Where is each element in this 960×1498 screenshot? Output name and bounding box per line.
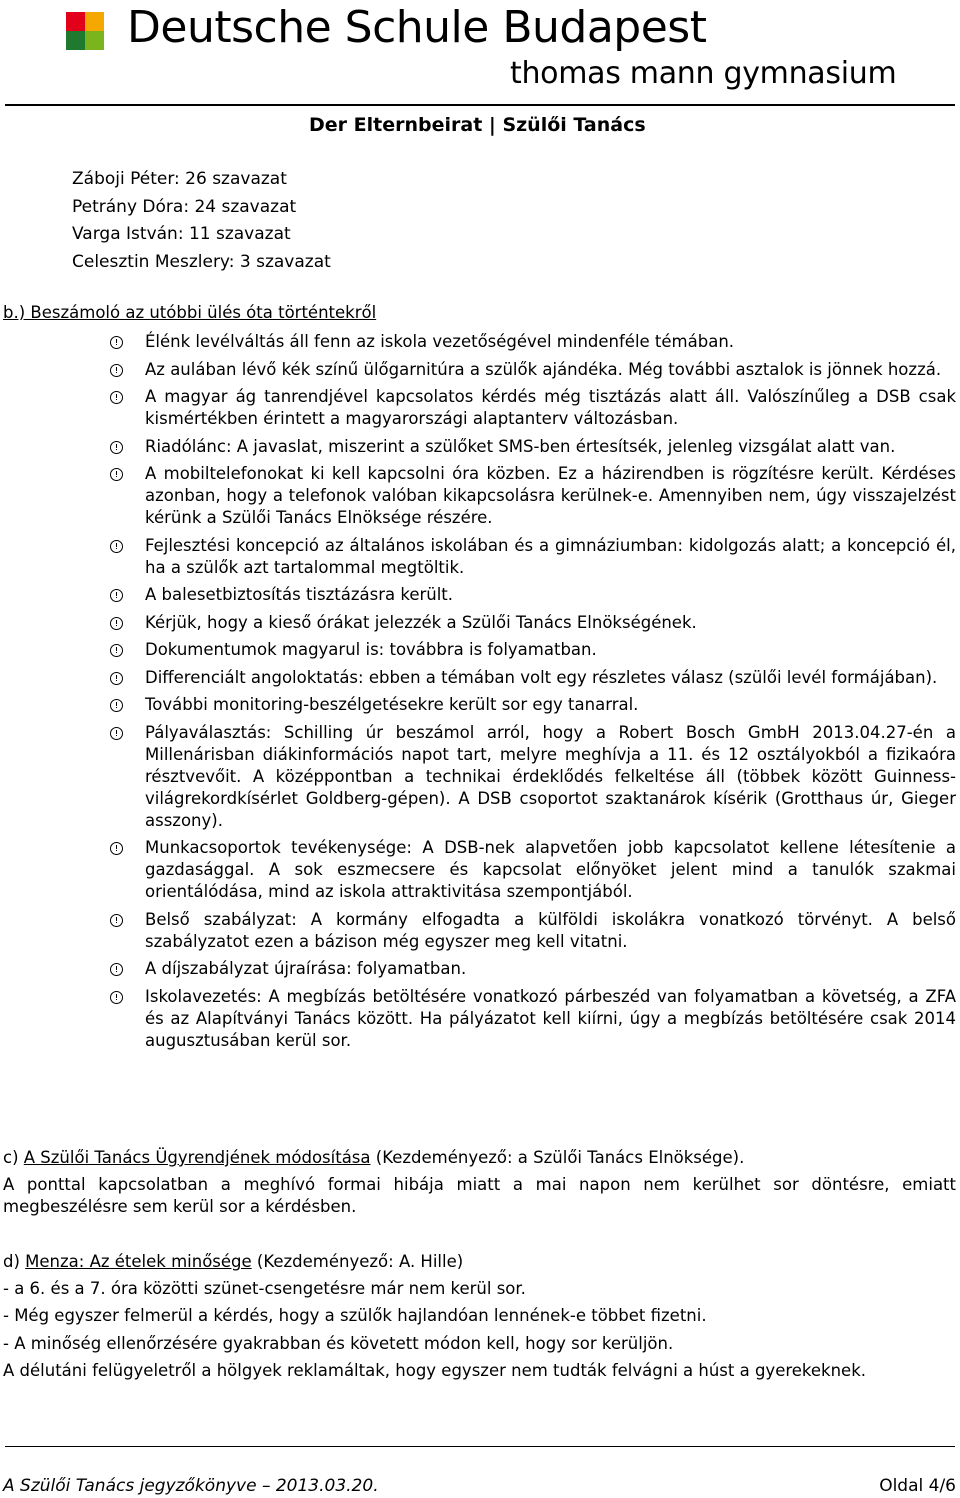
list-item-text: Munkacsoportok tevékenysége: A DSB-nek alapvetően jobb kapcsolatot kellene létesítenie a gazdasággal. A sok eszmecsere és kapcsolat előnyöket jelent mind a tanulók szakmai orientálódása, mind az iskola attraktivitása szempontjából. — [145, 838, 956, 901]
section-c-heading — [3, 1147, 956, 1169]
exclamation-circle-icon — [110, 727, 123, 740]
vote-line: Petrány Dóra: 24 szavazat — [72, 196, 297, 217]
list-item — [0, 694, 960, 716]
list-item-text: A mobiltelefonokat ki kell kapcsolni óra közben. Ez a házirendben is rögzítésre került. Kérdéses azonban, hogy a telefonok valóban kikapcsolásra kerülnek-e. Amennyiben nem, úgy visszajelzést kérünk a Szülői Tanács Elnöksége részére. — [145, 464, 956, 527]
exclamation-circle-icon — [110, 589, 123, 602]
list-item-text: A balesetbiztosítás tisztázásra került. — [145, 585, 454, 604]
header-divider — [5, 104, 955, 106]
school-logo — [66, 12, 104, 50]
list-item-text: Iskolavezetés: A megbízás betöltésére vonatkozó párbeszéd van folyamatban a követség, a ZFA és az Alapítványi Tanács között. Ha pályázatot kell kiírni, úgy a megbízás betöltésére csak 2014 augusztusában kerül sor. — [145, 986, 956, 1050]
footer-divider — [5, 1446, 955, 1447]
list-item — [0, 612, 960, 634]
section-d-heading — [3, 1251, 956, 1273]
page-header — [0, 0, 960, 140]
list-item — [0, 436, 960, 458]
list-item — [0, 667, 960, 689]
vote-line: Varga István: 11 szavazat — [72, 224, 291, 244]
section-d-line: - A minőség ellenőrzésére gyakrabban és követett módon kell, hogy sor kerüljön. — [3, 1334, 674, 1353]
document-subtitle: Der Elternbeirat | Szülői Tanács — [309, 114, 646, 136]
list-item-text: Differenciált angoloktatás: ebben a témában volt egy részletes válasz (szülői levél formájában). — [145, 667, 938, 687]
exclamation-circle-icon — [110, 991, 123, 1004]
list-item — [0, 386, 960, 430]
footer-page-number: Oldal 4/6 — [879, 1476, 956, 1496]
list-item — [0, 958, 960, 980]
section-d-line: A délutáni felügyeletről a hölgyek reklamáltak, hogy egyszer nem tudták felvágni a húst a gyerekeknek. — [3, 1361, 867, 1380]
list-item — [0, 722, 960, 832]
section-b-title: b.) Beszámoló az utóbbi ülés óta történtekről — [3, 303, 377, 322]
exclamation-circle-icon — [110, 914, 123, 927]
section-d-prefix: d) — [3, 1252, 26, 1271]
section-d-suffix: (Kezdeményező: A. Hille) — [251, 1252, 464, 1271]
list-item-text: A magyar ág tanrendjével kapcsolatos kérdés még tisztázás alatt áll. Valószínűleg a DSB csak kismértékben érintett a magyarországi alaptanterv változásban. — [145, 387, 956, 428]
vote-results — [72, 166, 331, 276]
exclamation-circle-icon — [110, 644, 123, 657]
section-d-line: - a 6. és a 7. óra közötti szünet-csengetésre már nem kerül sor. — [3, 1279, 526, 1298]
vote-line: Záboji Péter: 26 szavazat — [72, 169, 287, 189]
list-item — [0, 359, 960, 381]
exclamation-circle-icon — [110, 336, 123, 349]
list-item — [0, 837, 960, 903]
gymnasium-name: thomas mann gymnasium — [510, 56, 897, 91]
footer-document-title: A Szülői Tanács jegyzőkönyve – 2013.03.20. — [3, 1476, 379, 1496]
exclamation-circle-icon — [110, 617, 123, 630]
list-item-text: Belső szabályzat: A kormány elfogadta a külföldi iskolákra vonatkozó törvényt. A belső szabályzatot ezen a bázison még egyszer meg kell vitatni. — [145, 909, 956, 951]
exclamation-circle-icon — [110, 441, 123, 454]
list-item-text: Az aulában lévő kék színű ülőgarnitúra a szülők ajándéka. Még további asztalok is jönnek hozzá. — [145, 359, 942, 379]
list-item-text: Élénk levélváltás áll fenn az iskola vezetőségével mindenféle témában. — [145, 332, 735, 351]
list-item — [0, 463, 960, 529]
section-c-title: A Szülői Tanács Ügyrendjének módosítása — [23, 1148, 371, 1167]
section-b-heading — [3, 303, 376, 322]
section-c-prefix: c) — [3, 1148, 24, 1167]
list-item-text: További monitoring-beszélgetésekre került sor egy tanarral. — [145, 695, 639, 714]
list-item-text: Dokumentumok magyarul is: továbbra is folyamatban. — [145, 640, 597, 659]
section-c-suffix: (Kezdeményező: a Szülői Tanács Elnöksége). — [370, 1148, 745, 1167]
exclamation-circle-icon — [110, 540, 123, 553]
list-item — [0, 909, 960, 953]
section-d-title: Menza: Az ételek minősége — [25, 1252, 252, 1271]
report-list — [0, 331, 960, 1057]
exclamation-circle-icon — [110, 672, 123, 685]
list-item-text: Kérjük, hogy a kieső órákat jelezzék a Szülői Tanács Elnökségének. — [145, 612, 697, 632]
list-item — [0, 639, 960, 661]
exclamation-circle-icon — [110, 963, 123, 976]
list-item — [0, 535, 960, 579]
list-item — [0, 584, 960, 606]
list-item — [0, 986, 960, 1052]
exclamation-circle-icon — [110, 364, 123, 377]
exclamation-circle-icon — [110, 842, 123, 855]
exclamation-circle-icon — [110, 699, 123, 712]
list-item-text: Pályaválasztás: Schilling úr beszámol arról, hogy a Robert Bosch GmbH 2013.04.27-én a Millenárisban diákinformációs napot tart, melyre meghívja a 11. és 12 osztályokból a fizikaóra résztvevőit. A középpontban a technikai érdeklődés felkeltése áll (többek között Guinness-világrekordkísérlet Goldberg-gépen). A DSB csoportot szaktanárok kísérik (Grotthaus úr, Gieger asszony). — [145, 722, 956, 830]
list-item — [0, 331, 960, 353]
section-c-body: A ponttal kapcsolatban a meghívó formai hibája miatt a mai napon nem kerülhet sor döntésre, emiatt megbeszélésre sem kerül sor a kérdésben. — [3, 1175, 956, 1216]
exclamation-circle-icon — [110, 391, 123, 404]
section-d-line: - Még egyszer felmerül a kérdés, hogy a szülők hajlandóan lennének-e többet fizetni. — [3, 1306, 707, 1325]
list-item-text: Fejlesztési koncepció az általános iskolában és a gimnáziumban: kidolgozás alatt; a koncepció él, ha a szülők azt tartalommal megtöltik. — [145, 535, 956, 577]
vote-line: Celesztin Meszlery: 3 szavazat — [72, 251, 331, 272]
school-name: Deutsche Schule Budapest — [127, 2, 707, 53]
list-item-text: A díjszabályzat újraírása: folyamatban. — [145, 959, 467, 978]
list-item-text: Riadólánc: A javaslat, miszerint a szülőket SMS-ben értesítsék, jelenleg vizsgálat alatt van. — [145, 436, 896, 456]
exclamation-circle-icon — [110, 468, 123, 481]
